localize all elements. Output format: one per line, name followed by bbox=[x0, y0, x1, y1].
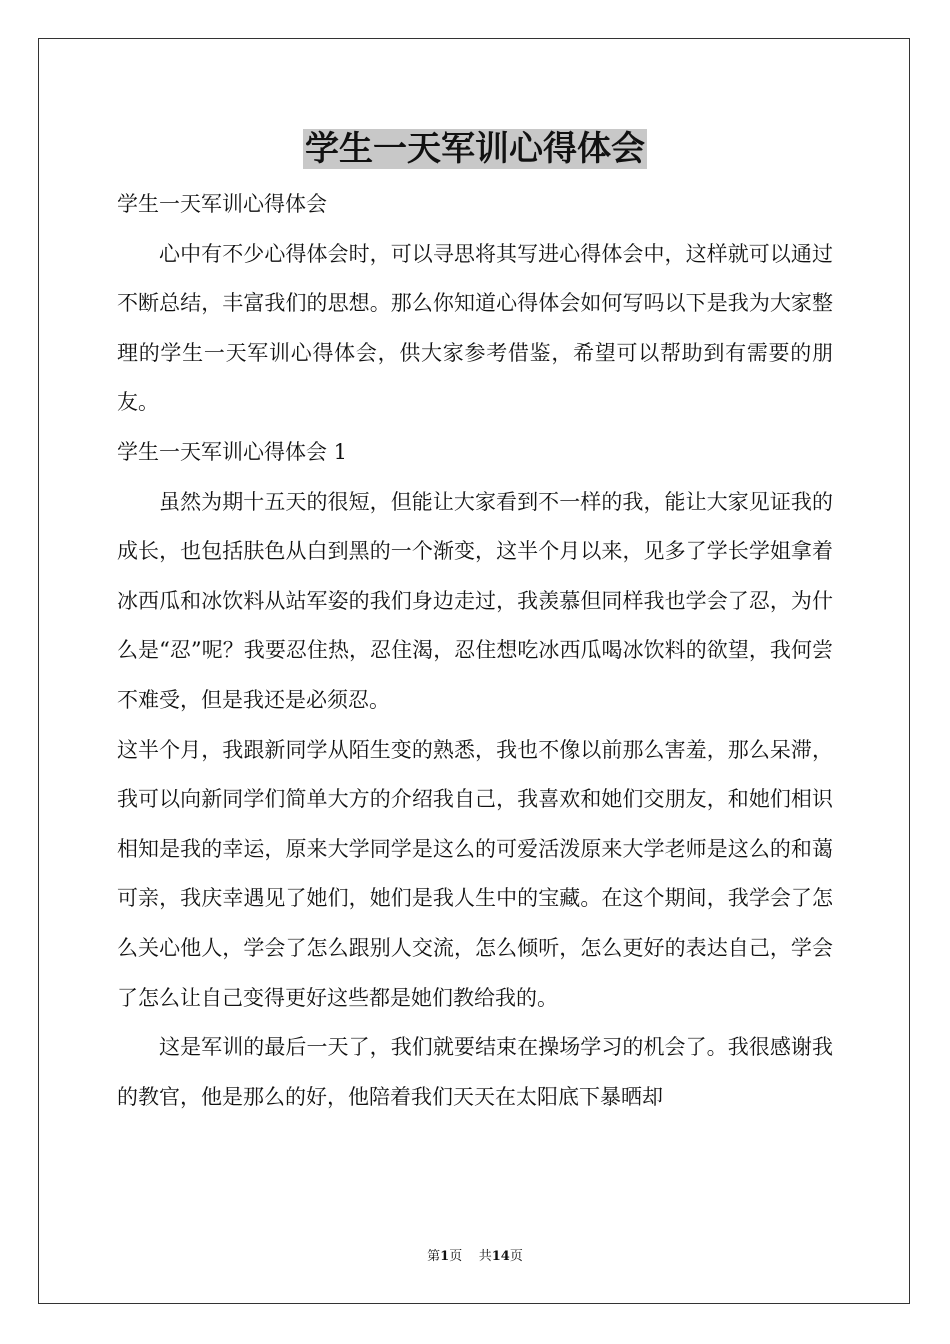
document-body bbox=[117, 180, 833, 1122]
body-paragraph-3: 这是军训的最后一天了，我们就要结束在操场学习的机会了。我很感谢我的教官，他是那么的好，他陪着我们天天在太阳底下暴晒却 bbox=[117, 1035, 833, 1109]
total-suffix: 页 bbox=[509, 1249, 523, 1264]
total-pages: 14 bbox=[491, 1249, 510, 1264]
page-number: 1 bbox=[440, 1249, 450, 1264]
total-prefix: 共 bbox=[478, 1249, 492, 1264]
document-title bbox=[0, 126, 950, 172]
body-paragraph-1: 虽然为期十五天的很短，但能让大家看到不一样的我，能让大家见证我的成长，也包括肤色从白到黑的一个渐变，这半个月以来，见多了学长学姐拿着冰西瓜和冰饮料从站军姿的我们身边走过，我羡慕但同样我也学会了忍，为什么是“忍”呢？我要忍住热，忍住渴，忍住想吃冰西瓜喝冰饮料的欲望，我何尝不难受，但是我还是必须忍。 bbox=[117, 489, 833, 712]
document-title-text: 学生一天军训心得体会 bbox=[305, 129, 645, 169]
page-prefix: 第 bbox=[427, 1249, 441, 1264]
section-heading: 学生一天军训心得体会 1 bbox=[117, 439, 348, 464]
intro-paragraph: 心中有不少心得体会时，可以寻思将其写进心得体会中，这样就可以通过不断总结，丰富我们的思想。那么你知道心得体会如何写吗以下是我为大家整理的学生一天军训心得体会，供大家参考借鉴，希望可以帮助到有需要的朋友。 bbox=[117, 241, 833, 415]
body-paragraph-2: 这半个月，我跟新同学从陌生变的熟悉，我也不像以前那么害羞，那么呆滞，我可以向新同学们简单大方的介绍我自己，我喜欢和她们交朋友，和她们相识相知是我的幸运，原来大学同学是这么的可爱活泼原来大学老师是这么的和蔼可亲，我庆幸遇见了她们，她们是我人生中的宝藏。在这个期间，我学会了怎么关心他人，学会了怎么跟别人交流，怎么倾听，怎么更好的表达自己，学会了怎么让自己变得更好这些都是她们教给我的。 bbox=[117, 737, 833, 1010]
page-suffix: 页 bbox=[449, 1249, 463, 1264]
page-footer bbox=[0, 1248, 950, 1266]
subtitle: 学生一天军训心得体会 bbox=[117, 192, 327, 216]
